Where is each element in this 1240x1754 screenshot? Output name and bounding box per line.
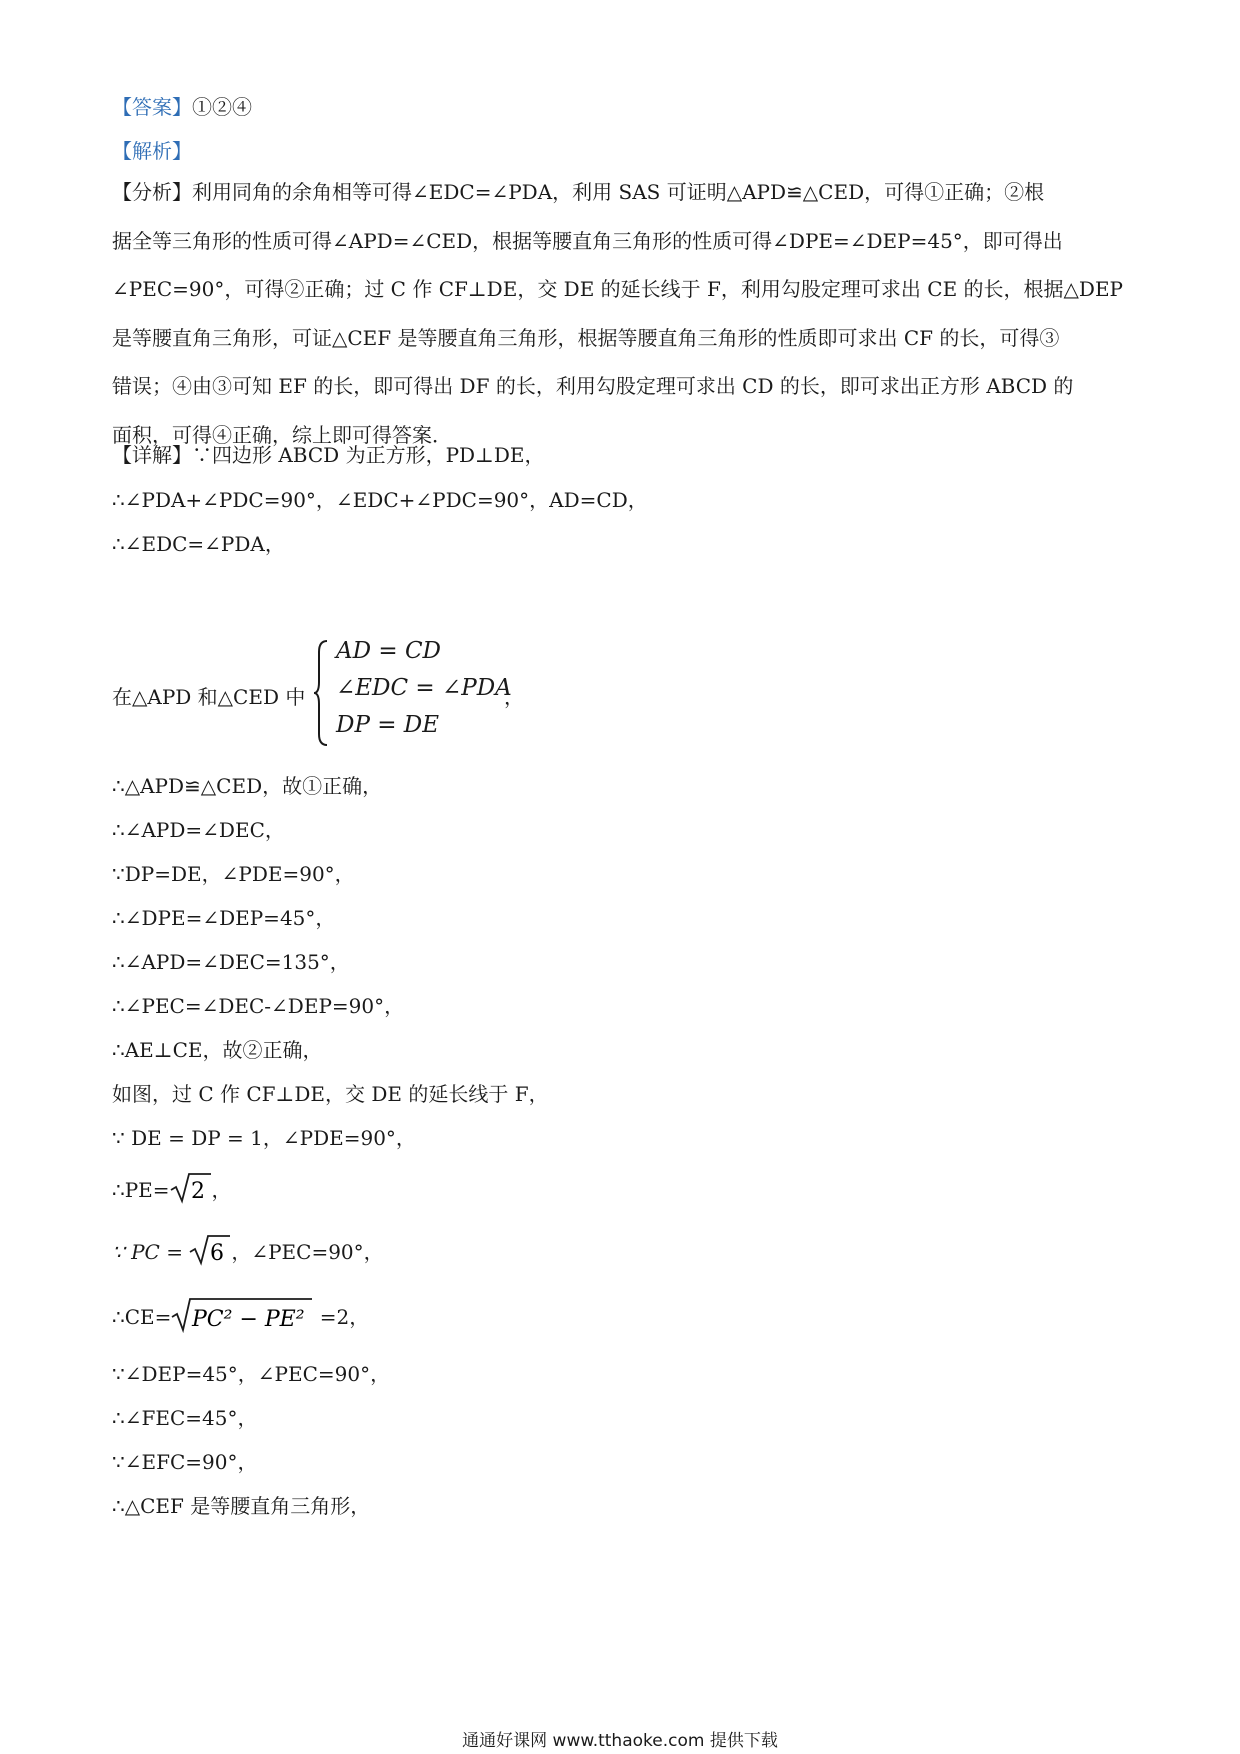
pe-line [112, 1172, 232, 1211]
system-tail: ， [504, 685, 524, 709]
sqrt-radicand: 2 [190, 1179, 205, 1204]
ce-line [112, 1297, 369, 1340]
detail-step: ∴∠PEC=∠DEC-∠DEP=90°， [112, 994, 405, 1018]
pe-tail: ， [211, 1178, 232, 1202]
pc-lhs: ∵ PC = [112, 1240, 190, 1264]
detail-step: ∴∠APD=∠DEC=135°， [112, 950, 350, 974]
detail-step: ∴AE⊥CE，故②正确， [112, 1038, 323, 1062]
detail-step: 如图，过 C 作 CF⊥DE，交 DE 的延长线于 F， [112, 1082, 549, 1106]
analysis-line: 面积，可得④正确，综上即可得答案． [112, 422, 452, 447]
detail-step: ∵∠EFC=90°， [112, 1450, 258, 1474]
analysis-line: 错误；④由③可知 EF 的长，即可得出 DF 的长，利用勾股定理可求出 CD 的长，即可求出正方形 ABCD 的 [112, 374, 1074, 398]
system-equation: ∠EDC = ∠PDA [336, 675, 512, 701]
pc-tail: ，∠PEC=90°， [231, 1240, 384, 1264]
detail-step: ∵ DE = DP = 1，∠PDE=90°， [112, 1126, 416, 1150]
ce-tail: =2， [313, 1305, 370, 1329]
detail-step: ∴∠FEC=45°， [112, 1406, 258, 1430]
left-brace-icon [312, 638, 330, 748]
system-equation: AD = CD [336, 638, 441, 664]
analysis-line: 【分析】利用同角的余角相等可得∠EDC=∠PDA，利用 SAS 可证明△APD≌△CED，可得①正确；②根 [112, 180, 1045, 204]
footer-watermark: 通通好课网 www.tthaoke.com 提供下载 [462, 1731, 778, 1751]
sqrt-icon [171, 1297, 313, 1340]
pc-line [112, 1234, 384, 1273]
analysis-tag: 【解析】 [112, 139, 192, 163]
analysis-line: 是等腰直角三角形，可证△CEF 是等腰直角三角形，根据等腰直角三角形的性质即可求出 CF 的长，可得③ [112, 325, 1060, 350]
sqrt-radicand: PC² − PE² [192, 1307, 305, 1332]
analysis-paragraph [112, 168, 1132, 459]
sqrt-radicand: 6 [210, 1241, 225, 1266]
system-lead: 在△APD 和△CED 中 [112, 685, 306, 709]
detail-line: ∴∠EDC=∠PDA， [112, 532, 285, 556]
detail-step: ∵∠DEP=45°，∠PEC=90°， [112, 1362, 391, 1386]
detail-step: ∴△CEF 是等腰直角三角形， [112, 1494, 371, 1518]
answer-line [112, 93, 1132, 121]
answer-tag: 【答案】 [112, 95, 192, 119]
detail-step: ∴△APD≌△CED，故①正确， [112, 774, 383, 798]
detail-step: ∴∠DPE=∠DEP=45°， [112, 906, 336, 930]
pe-lhs: ∴PE= [112, 1178, 170, 1202]
analysis-line: ∠PEC=90°，可得②正确；过 C 作 CF⊥DE，交 DE 的延长线于 F，利用勾股定理可求出 CE 的长，根据△DEP [112, 277, 1123, 301]
system-equation: DP = DE [336, 712, 440, 738]
equation-system [112, 638, 712, 748]
detail-step: ∴∠APD=∠DEC， [112, 818, 285, 842]
sqrt-icon [189, 1234, 231, 1273]
sqrt-icon [170, 1172, 212, 1211]
detail-step: ∵DP=DE，∠PDE=90°， [112, 862, 355, 886]
detail-line: 【详解】∵四边形 ABCD 为正方形，PD⊥DE， [112, 443, 545, 467]
analysis-line: 据全等三角形的性质可得∠APD=∠CED，根据等腰直角三角形的性质可得∠DPE=∠DEP=45°，即可得出 [112, 228, 1063, 253]
detail-line: ∴∠PDA+∠PDC=90°，∠EDC+∠PDC=90°，AD=CD， [112, 488, 648, 512]
ce-lhs: ∴CE= [112, 1305, 172, 1329]
answer-value: ①②④ [192, 95, 252, 119]
